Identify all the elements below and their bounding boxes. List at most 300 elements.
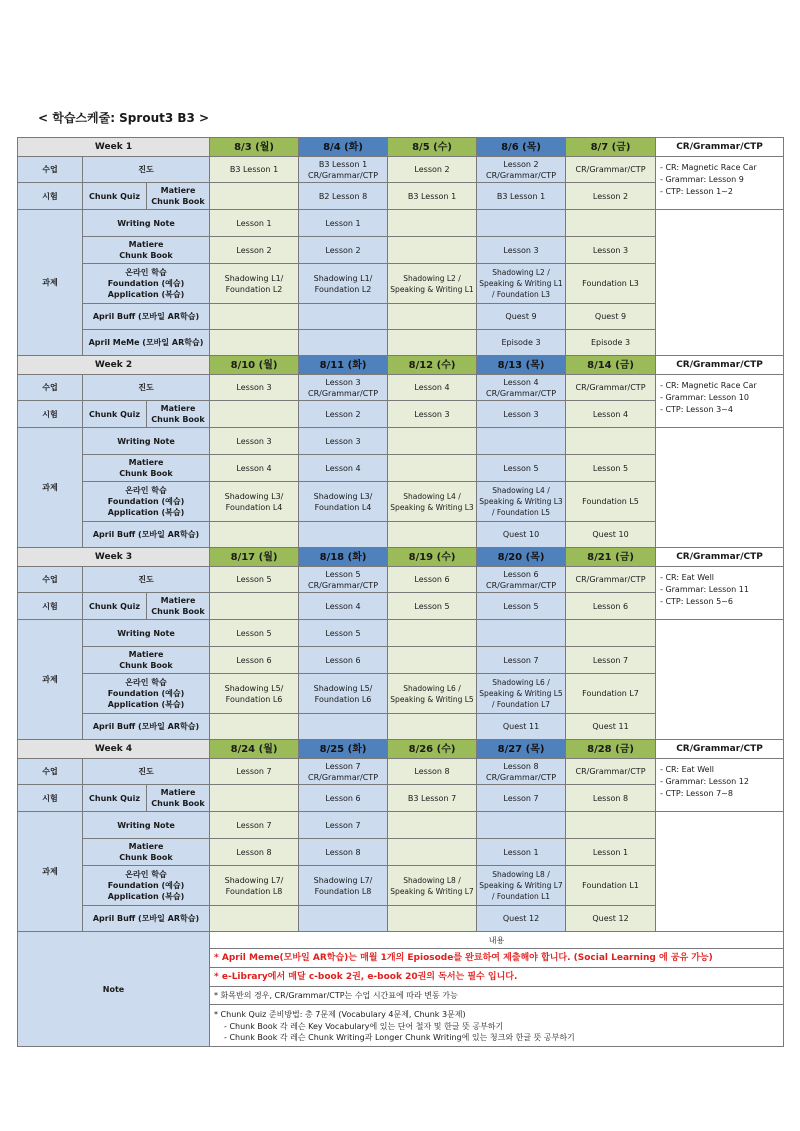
day-header: 8/12 (수)	[388, 356, 477, 375]
cell-line: Speaking & Writing L1	[390, 284, 474, 294]
cell-line: B3 Lesson 1	[318, 159, 368, 169]
buff-cell	[299, 714, 388, 740]
online-label	[83, 866, 210, 906]
quiz-cell: Lesson 5	[388, 593, 477, 620]
buff-cell	[388, 304, 477, 330]
day-header: 8/25 (화)	[299, 740, 388, 759]
note-label: Note	[18, 932, 210, 1047]
quiz-cell: Lesson 6	[566, 593, 656, 620]
day-header: 8/20 (목)	[477, 548, 566, 567]
buff-cell: Quest 10	[477, 522, 566, 548]
matiere-cell: Lesson 6	[299, 647, 388, 674]
progress-cell	[566, 157, 656, 183]
online-label	[83, 674, 210, 714]
cr-header: CR/Grammar/CTP	[656, 740, 784, 759]
writing-cell	[388, 812, 477, 839]
cell-line: CR/Grammar/CTP	[486, 170, 557, 180]
buff-cell: Quest 9	[477, 304, 566, 330]
cell-line: Foundation (예습)	[107, 881, 185, 890]
note-text: * e-Library에서 매달 c-book 2권, e-book 20권의 독서는 필수 입니다.	[214, 972, 518, 982]
cell-line: CR/Grammar/CTP	[308, 170, 379, 180]
cell-line: Matiere	[160, 596, 196, 605]
note-text: * Chunk Quiz 준비방법: 총 7문제 (Vocabulary 4문제, Chunk 3문제)	[214, 1009, 466, 1019]
table-row	[18, 567, 784, 593]
cell-line: 온라인 학습	[125, 268, 167, 277]
blank-cell	[656, 812, 784, 932]
matiere-cell: Lesson 5	[477, 455, 566, 482]
table-row	[18, 375, 784, 401]
day-header: 8/13 (목)	[477, 356, 566, 375]
online-cell	[388, 482, 477, 522]
quiz-cell	[210, 593, 299, 620]
april-buff-label: April Buff (모바일 AR학습)	[83, 522, 210, 548]
cell-line: B3 Lesson 1	[229, 165, 279, 174]
homework-label: 과제	[18, 812, 83, 932]
writing-cell	[388, 210, 477, 237]
quiz-cell	[210, 183, 299, 210]
online-cell	[566, 674, 656, 714]
quiz-cell: Lesson 7	[477, 785, 566, 812]
buff-cell: Quest 9	[566, 304, 656, 330]
online-cell	[299, 264, 388, 304]
online-cell	[388, 866, 477, 906]
buff-cell	[299, 522, 388, 548]
exam-label: 시험	[18, 183, 83, 210]
exam-label: 시험	[18, 401, 83, 428]
cell-line: Foundation L8	[225, 886, 283, 896]
cell-line: - Grammar: Lesson 11	[660, 585, 749, 594]
matiere-cell: Lesson 3	[477, 237, 566, 264]
day-header: 8/10 (월)	[210, 356, 299, 375]
cell-line: Foundation L6	[225, 694, 283, 704]
note-header: 내용	[210, 932, 784, 949]
progress-cell	[566, 375, 656, 401]
matiere-chunk-book-label	[147, 785, 210, 812]
writing-note-label: Writing Note	[83, 428, 210, 455]
progress-cell	[210, 759, 299, 785]
quiz-cell: Lesson 3	[477, 401, 566, 428]
cell-line: - CR: Magnetic Race Car	[660, 163, 757, 172]
april-buff-label: April Buff (모바일 AR학습)	[83, 906, 210, 932]
matiere-label	[83, 455, 210, 482]
cell-line: Speaking & Writing L7	[479, 881, 563, 890]
day-header: 8/21 (금)	[566, 548, 656, 567]
buff-cell	[299, 304, 388, 330]
cell-line: Lesson 3	[236, 383, 272, 392]
progress-cell	[477, 375, 566, 401]
quiz-cell: Lesson 6	[299, 785, 388, 812]
cell-line: Shadowing L4 /	[492, 486, 550, 495]
matiere-chunk-book-label	[147, 593, 210, 620]
cell-line: Shadowing L3/	[224, 491, 284, 501]
cell-line: Foundation (예습)	[107, 497, 185, 506]
progress-cell	[299, 759, 388, 785]
cell-line: Foundation L2	[314, 284, 372, 294]
online-cell	[566, 264, 656, 304]
cell-line: CR/Grammar/CTP	[308, 772, 379, 782]
day-header: 8/5 (수)	[388, 138, 477, 157]
day-header: 8/6 (목)	[477, 138, 566, 157]
cell-line: Foundation L4	[225, 502, 283, 512]
cell-line: Shadowing L2 /	[492, 268, 550, 277]
day-header: 8/17 (월)	[210, 548, 299, 567]
online-cell	[210, 264, 299, 304]
cell-line: - Grammar: Lesson 9	[660, 175, 744, 184]
cell-line: - CR: Eat Well	[660, 765, 715, 774]
cell-line: Application (복습)	[107, 290, 185, 299]
matiere-cell: Lesson 7	[477, 647, 566, 674]
writing-cell	[477, 620, 566, 647]
note-line-3: * 화목반의 경우, CR/Grammar/CTP는 수업 시간표에 따라 변동 가능	[210, 987, 784, 1005]
cell-line: Matiere	[160, 404, 196, 413]
progress-label: 진도	[83, 375, 210, 401]
cell-line: Foundation L7	[582, 689, 639, 698]
cell-line: Speaking & Writing L3	[479, 497, 563, 506]
table-row	[18, 740, 784, 759]
quiz-cell: B2 Lesson 8	[299, 183, 388, 210]
online-cell	[299, 482, 388, 522]
writing-cell	[388, 428, 477, 455]
cell-line: Lesson 7	[236, 767, 272, 776]
cell-line: Shadowing L5/	[313, 683, 373, 693]
writing-cell: Lesson 1	[299, 210, 388, 237]
writing-cell: Lesson 1	[210, 210, 299, 237]
day-header: 8/18 (화)	[299, 548, 388, 567]
writing-cell	[566, 210, 656, 237]
online-cell	[477, 866, 566, 906]
writing-note-label: Writing Note	[83, 620, 210, 647]
cell-line: Matiere	[160, 788, 196, 797]
progress-cell	[299, 375, 388, 401]
cell-line: Shadowing L3/	[313, 491, 373, 501]
progress-cell	[477, 157, 566, 183]
writing-cell: Lesson 5	[210, 620, 299, 647]
class-label: 수업	[18, 375, 83, 401]
cell-line: / Foundation L1	[491, 892, 551, 901]
buff-cell	[210, 522, 299, 548]
matiere-cell: Lesson 3	[566, 237, 656, 264]
matiere-cell: Lesson 4	[210, 455, 299, 482]
cell-line: 온라인 학습	[125, 486, 167, 495]
day-header: 8/28 (금)	[566, 740, 656, 759]
cell-line: Application (복습)	[107, 700, 185, 709]
cell-line: / Foundation L7	[491, 700, 551, 709]
quiz-cell: B3 Lesson 7	[388, 785, 477, 812]
table-row	[18, 932, 784, 949]
blank-cell	[656, 428, 784, 548]
buff-cell	[388, 714, 477, 740]
meme-cell	[388, 330, 477, 356]
progress-cell	[388, 567, 477, 593]
progress-cell	[299, 567, 388, 593]
meme-cell	[210, 330, 299, 356]
cell-line: Shadowing L8 /	[403, 875, 461, 885]
chunk-quiz-label: Chunk Quiz	[83, 785, 147, 812]
cell-line: Speaking & Writing L3	[390, 502, 474, 512]
quiz-cell: B3 Lesson 1	[388, 183, 477, 210]
cell-line: - Grammar: Lesson 10	[660, 393, 749, 402]
cell-line: Matiere	[160, 186, 196, 195]
writing-cell	[477, 812, 566, 839]
cell-line: - CTP: Lesson 7~8	[660, 789, 733, 798]
online-cell	[477, 264, 566, 304]
cell-line: Foundation L4	[314, 502, 372, 512]
quiz-cell: Lesson 8	[566, 785, 656, 812]
progress-cell	[566, 567, 656, 593]
note-text: - Chunk Book 각 레슨 Chunk Writing과 Longer Chunk Writing에 있는 청크와 한글 뜻 공부하기	[224, 1032, 575, 1042]
cell-line: 온라인 학습	[125, 870, 167, 879]
cell-line: Lesson 3	[325, 377, 361, 387]
writing-cell	[566, 620, 656, 647]
cell-line: Application (복습)	[107, 508, 185, 517]
cell-line: CR/Grammar/CTP	[486, 772, 557, 782]
online-cell	[388, 264, 477, 304]
cell-line: - CR: Eat Well	[660, 573, 715, 582]
progress-label: 진도	[83, 157, 210, 183]
day-header: 8/24 (월)	[210, 740, 299, 759]
matiere-cell	[388, 237, 477, 264]
writing-cell: Lesson 3	[299, 428, 388, 455]
cell-line: CR/Grammar/CTP	[486, 388, 557, 398]
quiz-cell	[210, 401, 299, 428]
cell-line: Chunk Book	[119, 853, 173, 862]
note-line-4	[210, 1005, 784, 1047]
buff-cell	[388, 906, 477, 932]
homework-label: 과제	[18, 210, 83, 356]
writing-cell	[477, 210, 566, 237]
progress-label: 진도	[83, 759, 210, 785]
cell-line: Shadowing L4 /	[403, 491, 461, 501]
table-row	[18, 210, 784, 237]
day-header: 8/26 (수)	[388, 740, 477, 759]
day-header: 8/7 (금)	[566, 138, 656, 157]
cell-line: Speaking & Writing L7	[390, 886, 474, 896]
cr-notes	[656, 567, 784, 620]
buff-cell: Quest 12	[566, 906, 656, 932]
table-row	[18, 620, 784, 647]
day-header: 8/27 (목)	[477, 740, 566, 759]
cell-line: Speaking & Writing L5	[390, 694, 474, 704]
online-cell	[210, 482, 299, 522]
quiz-cell: Lesson 2	[566, 183, 656, 210]
quiz-cell: Lesson 3	[388, 401, 477, 428]
matiere-label	[83, 839, 210, 866]
writing-cell	[566, 812, 656, 839]
progress-cell	[566, 759, 656, 785]
cell-line: Foundation (예습)	[107, 689, 185, 698]
cell-line: CR/Grammar/CTP	[308, 580, 379, 590]
cell-line: Shadowing L1/	[224, 273, 284, 283]
cell-line: Lesson 4	[414, 383, 450, 392]
quiz-cell	[210, 785, 299, 812]
online-cell	[477, 674, 566, 714]
matiere-cell: Lesson 1	[566, 839, 656, 866]
blank-cell	[656, 620, 784, 740]
quiz-cell: B3 Lesson 1	[477, 183, 566, 210]
chunk-quiz-label: Chunk Quiz	[83, 183, 147, 210]
page-title: < 학습스케줄: Sprout3 B3 >	[38, 111, 210, 125]
cell-line: CR/Grammar/CTP	[486, 580, 557, 590]
online-label	[83, 482, 210, 522]
blank-cell	[656, 210, 784, 356]
note-line-2	[210, 968, 784, 987]
cell-line: Chunk Book	[151, 607, 205, 616]
cr-header: CR/Grammar/CTP	[656, 138, 784, 157]
progress-cell	[477, 759, 566, 785]
matiere-cell: Lesson 2	[210, 237, 299, 264]
cell-line: Shadowing L1/	[313, 273, 373, 283]
class-label: 수업	[18, 157, 83, 183]
day-header: 8/14 (금)	[566, 356, 656, 375]
online-cell	[566, 866, 656, 906]
cell-line: Lesson 8	[414, 767, 450, 776]
week-title: Week 2	[18, 356, 210, 375]
quiz-cell: Lesson 4	[299, 593, 388, 620]
cr-header: CR/Grammar/CTP	[656, 548, 784, 567]
week-title: Week 1	[18, 138, 210, 157]
april-meme-label: April MeMe (모바일 AR학습)	[83, 330, 210, 356]
matiere-cell	[388, 647, 477, 674]
table-row	[18, 138, 784, 157]
table-row	[18, 548, 784, 567]
day-header: 8/3 (월)	[210, 138, 299, 157]
writing-cell	[477, 428, 566, 455]
progress-cell	[210, 157, 299, 183]
day-header: 8/11 (화)	[299, 356, 388, 375]
cr-notes	[656, 157, 784, 210]
matiere-chunk-book-label	[147, 401, 210, 428]
meme-cell	[299, 330, 388, 356]
note-text: * April Meme(모바일 AR학습)는 매월 1개의 Epiosode를 완료하여 제출해야 합니다. (Social Learning 에 공유 가능)	[214, 953, 713, 963]
progress-cell	[210, 375, 299, 401]
cell-line: - CTP: Lesson 3~4	[660, 405, 733, 414]
table-row	[18, 812, 784, 839]
cell-line: Shadowing L6 /	[403, 683, 461, 693]
table-row	[18, 428, 784, 455]
april-buff-label: April Buff (모바일 AR학습)	[83, 714, 210, 740]
cell-line: Chunk Book	[151, 415, 205, 424]
cell-line: CR/Grammar/CTP	[575, 383, 646, 392]
matiere-label	[83, 647, 210, 674]
online-cell	[210, 674, 299, 714]
cell-line: Lesson 2	[414, 165, 450, 174]
buff-cell	[299, 906, 388, 932]
writing-cell: Lesson 7	[299, 812, 388, 839]
cell-line: Foundation L3	[582, 279, 639, 288]
cell-line: Matiere	[128, 650, 164, 659]
cell-line: Shadowing L6 /	[492, 678, 550, 687]
cell-line: CR/Grammar/CTP	[575, 767, 646, 776]
cell-line: Foundation L2	[225, 284, 283, 294]
online-cell	[210, 866, 299, 906]
cell-line: Foundation L8	[314, 886, 372, 896]
progress-cell	[477, 567, 566, 593]
writing-note-label: Writing Note	[83, 210, 210, 237]
cell-line: Chunk Book	[151, 799, 205, 808]
progress-cell	[210, 567, 299, 593]
cell-line: Foundation L1	[582, 881, 639, 890]
cell-line: Chunk Book	[119, 469, 173, 478]
matiere-cell: Lesson 8	[299, 839, 388, 866]
cr-notes	[656, 375, 784, 428]
day-header: 8/4 (화)	[299, 138, 388, 157]
writing-note-label: Writing Note	[83, 812, 210, 839]
progress-cell	[388, 759, 477, 785]
exam-label: 시험	[18, 785, 83, 812]
cell-line: Matiere	[128, 842, 164, 851]
cell-line: Speaking & Writing L1	[479, 279, 563, 288]
matiere-chunk-book-label	[147, 183, 210, 210]
cell-line: CR/Grammar/CTP	[575, 165, 646, 174]
buff-cell	[210, 304, 299, 330]
cell-line: - CTP: Lesson 5~6	[660, 597, 733, 606]
april-buff-label: April Buff (모바일 AR학습)	[83, 304, 210, 330]
cell-line: Foundation (예습)	[107, 279, 185, 288]
meme-cell: Episode 3	[566, 330, 656, 356]
cell-line: Shadowing L7/	[313, 875, 373, 885]
week-title: Week 3	[18, 548, 210, 567]
cell-line: / Foundation L5	[491, 508, 551, 517]
progress-cell	[299, 157, 388, 183]
quiz-cell: Lesson 5	[477, 593, 566, 620]
cell-line: Foundation L5	[582, 497, 639, 506]
cell-line: Lesson 6	[503, 569, 539, 579]
buff-cell	[388, 522, 477, 548]
note-line-1	[210, 949, 784, 968]
online-cell	[566, 482, 656, 522]
matiere-cell: Lesson 5	[566, 455, 656, 482]
cell-line: Application (복습)	[107, 892, 185, 901]
exam-label: 시험	[18, 593, 83, 620]
cell-line: CR/Grammar/CTP	[575, 575, 646, 584]
table-row	[18, 157, 784, 183]
buff-cell	[210, 714, 299, 740]
online-cell	[299, 674, 388, 714]
cell-line: Lesson 2	[503, 159, 539, 169]
homework-label: 과제	[18, 428, 83, 548]
cell-line: Lesson 8	[503, 761, 539, 771]
cell-line: Lesson 6	[414, 575, 450, 584]
matiere-cell: Lesson 8	[210, 839, 299, 866]
writing-cell	[566, 428, 656, 455]
cr-header: CR/Grammar/CTP	[656, 356, 784, 375]
buff-cell	[210, 906, 299, 932]
matiere-cell	[388, 455, 477, 482]
cell-line: Chunk Book	[119, 661, 173, 670]
matiere-cell: Lesson 1	[477, 839, 566, 866]
progress-cell	[388, 157, 477, 183]
quiz-cell: Lesson 4	[566, 401, 656, 428]
online-cell	[477, 482, 566, 522]
day-header: 8/19 (수)	[388, 548, 477, 567]
cell-line: Lesson 5	[325, 569, 361, 579]
buff-cell: Quest 12	[477, 906, 566, 932]
matiere-cell: Lesson 4	[299, 455, 388, 482]
matiere-cell: Lesson 2	[299, 237, 388, 264]
table-row	[18, 356, 784, 375]
buff-cell: Quest 11	[477, 714, 566, 740]
cell-line: - CTP: Lesson 1~2	[660, 187, 733, 196]
cell-line: CR/Grammar/CTP	[308, 388, 379, 398]
quiz-cell: Lesson 2	[299, 401, 388, 428]
meme-cell: Episode 3	[477, 330, 566, 356]
cell-line: Chunk Book	[151, 197, 205, 206]
week-title: Week 4	[18, 740, 210, 759]
class-label: 수업	[18, 567, 83, 593]
buff-cell: Quest 11	[566, 714, 656, 740]
writing-cell: Lesson 5	[299, 620, 388, 647]
progress-cell	[388, 375, 477, 401]
